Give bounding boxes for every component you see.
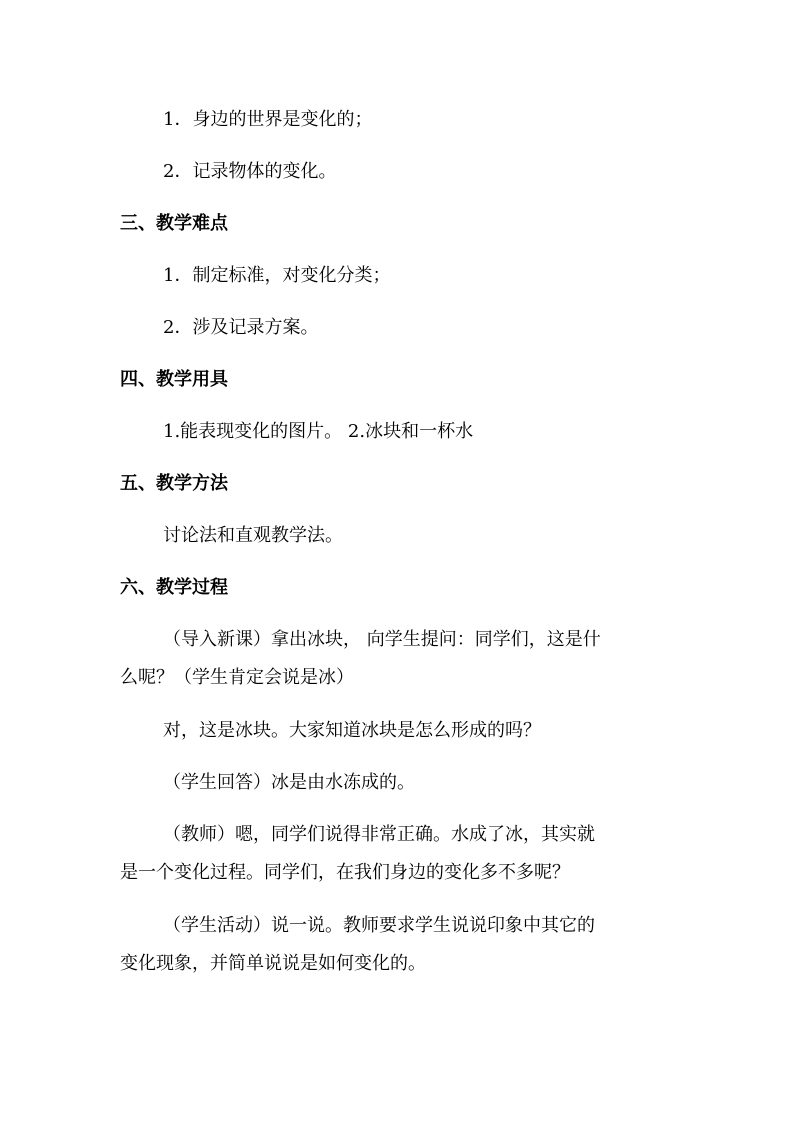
- difficulty-item-1: 1．制定标准，对变化分类；: [163, 265, 391, 286]
- process-paragraph-1-line-2: 么呢？（学生肯定会说是冰）: [120, 667, 354, 688]
- section-heading-methods: 五、教学方法: [120, 473, 228, 494]
- difficulty-item-2: 2．涉及记录方案。: [163, 317, 319, 338]
- section-heading-difficulties: 三、教学难点: [120, 213, 228, 234]
- process-paragraph-5-line-2: 变化现象，并简单说说是如何变化的。: [120, 953, 426, 974]
- process-paragraph-1-line-1: （导入新课）拿出冰块， 向学生提问：同学们，这是什: [163, 629, 601, 650]
- process-paragraph-4-line-1: （教师）嗯，同学们说得非常正确。水成了冰，其实就: [163, 824, 595, 845]
- materials-item: 1.能表现变化的图片。 2.冰块和一杯水: [163, 421, 474, 442]
- process-paragraph-5-line-1: （学生活动）说一说。教师要求学生说说印象中其它的: [163, 915, 595, 936]
- key-point-2: 2．记录物体的变化。: [163, 161, 337, 182]
- methods-item: 讨论法和直观教学法。: [163, 525, 343, 546]
- process-paragraph-4-line-2: 是一个变化过程。同学们，在我们身边的变化多不多呢？: [120, 862, 570, 883]
- process-paragraph-2: 对，这是冰块。大家知道冰块是怎么形成的吗？: [163, 720, 541, 741]
- process-paragraph-3: （学生回答）冰是由水冻成的。: [163, 772, 415, 793]
- section-heading-materials: 四、教学用具: [120, 369, 228, 390]
- key-point-1: 1．身边的世界是变化的；: [163, 109, 373, 130]
- section-heading-process: 六、教学过程: [120, 577, 228, 598]
